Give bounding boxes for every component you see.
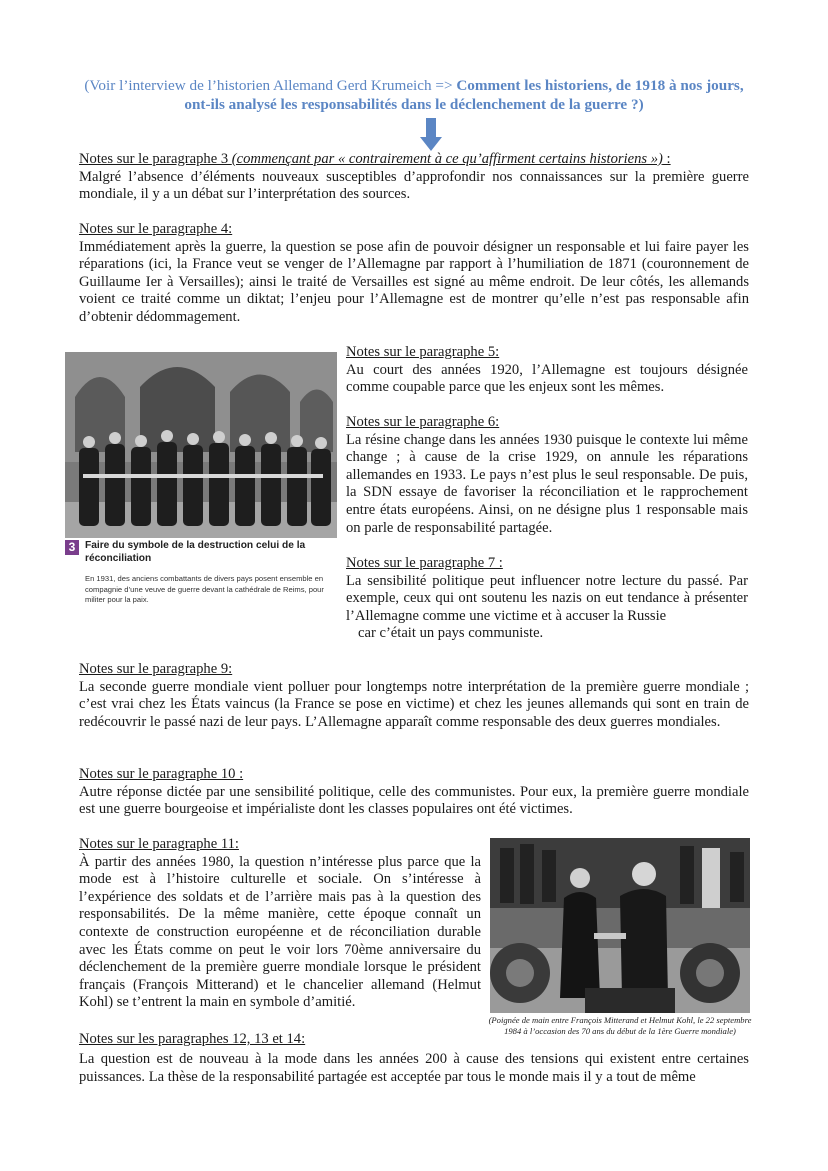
section-p3	[79, 151, 749, 204]
figure-number-badge: 3	[65, 540, 79, 555]
section-p5	[346, 344, 748, 397]
section-text: Immédiatement après la guerre, la question se pose afin de pouvoir désigner un responsable et lui faire payer les réparations (ici, la France veut se venger de l’Allemagne par rapport à l’humiliation de 1871 (couronnement de Guillaume Ier à Versailles); ainsi le traité de Versailles est signé au même endroit. De leur côtés, les allemands voient ce traité comme un diktat; l’enjeu pour l’Allemagne est de montrer qu’elle n’est pas responsable afin d’obtenir dédommagement.	[79, 238, 749, 325]
section-p7	[346, 555, 748, 643]
section-text: Au court des années 1920, l’Allemagne est toujours désignée comme coupable parce que les enjeux sont les mêmes.	[346, 361, 748, 396]
section-text: Autre réponse dictée par une sensibilité politique, celle des communistes. Pour eux, la première guerre mondiale est une guerre bourgeoise et impérialiste dont les classes populaires ont été victimes.	[79, 783, 749, 818]
section-heading: Notes sur le paragraphe 6:	[346, 414, 500, 430]
section-text: La résine change dans les années 1930 puisque le contexte lui même change ; à cause de la crise 1929, on annule les réparations allemandes en 1933. Le pays n’est plus le seul responsable. De puis, la SDN essaye de favoriser la réconciliation et le rapprochement entre états européens. Ainsi, on ne désigne plus 1 responsable mais on parle de responsabilité partagée.	[346, 431, 748, 536]
section-p11	[79, 836, 481, 1012]
section-p9	[79, 661, 749, 731]
section-text-end: car c’était un pays communiste.	[358, 625, 544, 642]
section-text: La question est de nouveau à la mode dans les années 200 à cause des tensions qui existent entre certaines puissances. La thèse de la responsabilité partagée est acceptée par tous le monde mais il y a tout de même	[79, 1051, 749, 1085]
intro-reference	[40, 77, 788, 114]
section-heading: Notes sur le paragraphe 4:	[79, 221, 233, 237]
section-p12-heading	[79, 1031, 479, 1049]
section-p12	[79, 1051, 749, 1086]
section-heading: Notes sur le paragraphe 3 (commençant par « contrairement à ce qu’affirment certains historiens ») :	[79, 151, 671, 167]
section-p4	[79, 221, 749, 327]
intro-question-2: ont-ils analysé les responsabilités dans le déclenchement de la guerre ?)	[184, 95, 644, 113]
section-p6	[346, 414, 748, 537]
down-arrow-icon	[420, 118, 442, 152]
intro-question-1: Comment les historiens, de 1918 à nos jours,	[456, 77, 744, 94]
photo-illustration	[490, 838, 750, 1013]
photo-mitterand-kohl	[490, 838, 750, 1013]
intro-plain: (Voir l’interview de l’historien Allemand Gerd Krumeich =>	[84, 77, 457, 94]
section-heading: Notes sur le paragraphe 9:	[79, 661, 233, 677]
section-heading: Notes sur les paragraphes 12, 13 et 14:	[79, 1031, 306, 1047]
figure-caption-2: (Poignée de main entre François Mitterand et Helmut Kohl, le 22 septembre 1984 à l’occasion des 70 ans du début de la 1ère Guerre mondiale)	[488, 1015, 752, 1036]
photo-illustration	[65, 352, 337, 538]
section-heading: Notes sur le paragraphe 11:	[79, 836, 239, 852]
photo-reims-veterans	[65, 352, 337, 538]
section-heading: Notes sur le paragraphe 7 :	[346, 555, 503, 571]
figure-title: Faire du symbole de la destruction celui de la réconciliation	[85, 540, 306, 564]
section-text: La sensibilité politique peut influencer notre lecture du passé. Par exemple, ceux qui ont soutenu les nazis on eut tendance à présenter l’Allemagne comme une victime et à accuser la Russie	[346, 572, 748, 624]
figure-caption-text: En 1931, des anciens combattants de divers pays posent ensemble en compagnie d’une veuve de guerre devant la cathédrale de Reims, pour militer pour la paix.	[85, 574, 324, 604]
section-text: La seconde guerre mondiale vient polluer pour longtemps notre interprétation de la première guerre mondiale ; c’est vrai chez les États vaincus (la France se pose en victime) et chez les jeunes allemands qui sont en train de redécouvrir le passé nazi de leur pays. L’Allemagne apparaît comme responsable des deux guerres mondiales.	[79, 678, 749, 730]
section-heading: Notes sur le paragraphe 5:	[346, 344, 500, 360]
section-text: À partir des années 1980, la question n’intéresse plus parce que la mode est à l’histoire culturelle et sociale. On s’intéresse à l’expérience des soldats et de l’arrière mais pas à la question des responsabilités. De la même manière, cette époque connaît un contexte de construction européenne et de réconciliation durable avec les États comme on peut le voir lors 70ème anniversaire du déclenchement de la première guerre mondiale lorsque le président français (François Mitterand) et le chancelier allemand (Helmut Kohl) se t’entrent la main en symbole d’amitié.	[79, 853, 481, 1011]
section-text: Malgré l’absence d’éléments nouveaux susceptibles d’approfondir nos connaissances sur la première guerre mondiale, il y a un débat sur l’interprétation des sources.	[79, 168, 749, 203]
section-heading: Notes sur le paragraphe 10 :	[79, 766, 244, 782]
section-p10	[79, 766, 749, 819]
